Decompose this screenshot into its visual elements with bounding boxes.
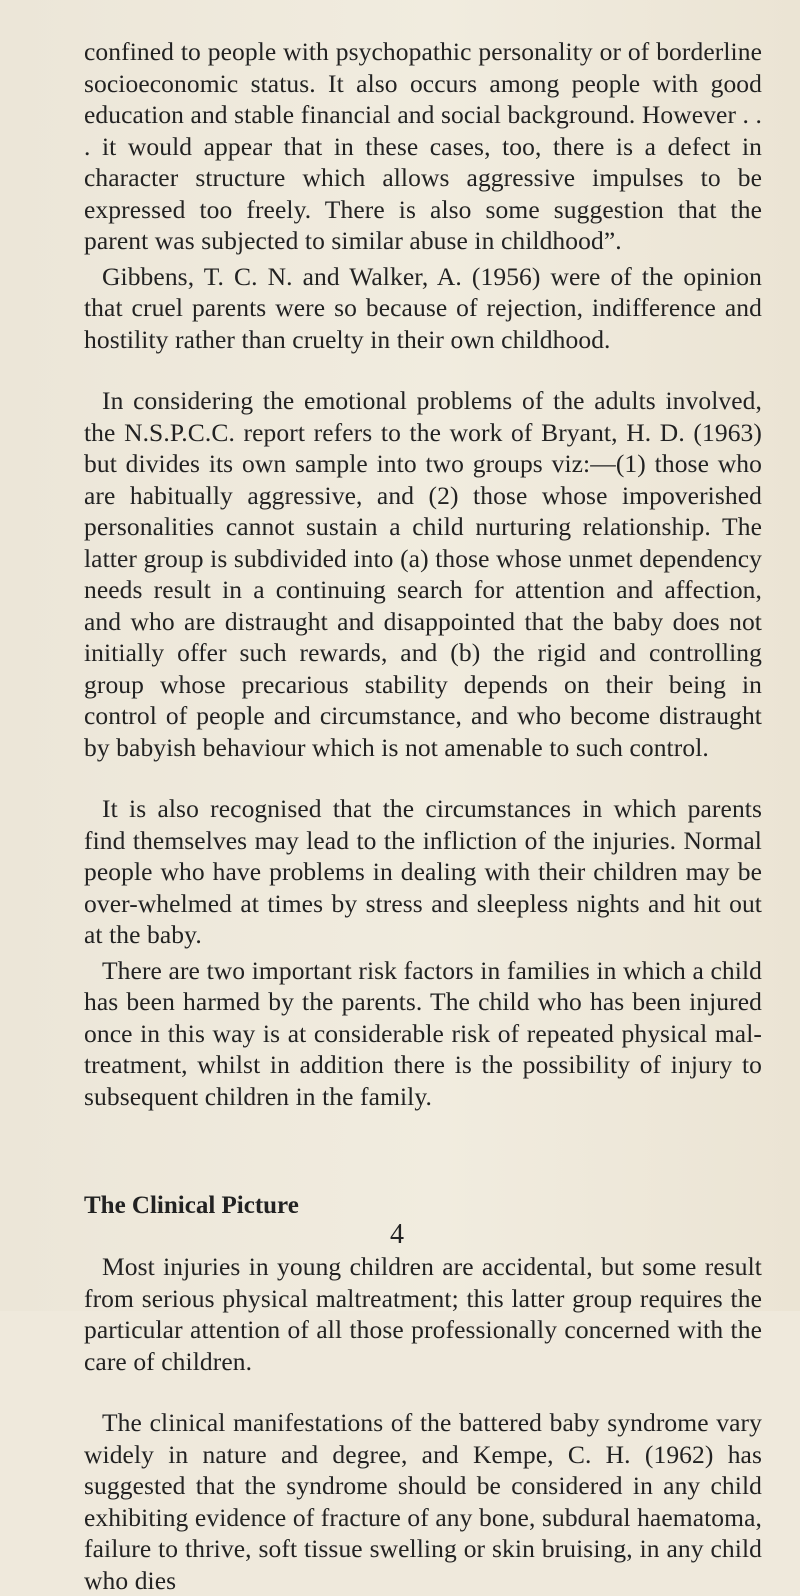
- paragraph-risk-factors: There are two important risk factors in families in which a child has been harmed by the parents. The child who has been injured once in this way is at considerable risk of repeated physical mal-treatment, whilst in addition there is the possibility of injury to subsequent children in the family.: [84, 955, 762, 1111]
- page-number: 4: [390, 1219, 404, 1250]
- page-content: [84, 36, 762, 1596]
- paragraph-circumstances: It is also recognised that the circumstances in which parents find themselves may lead to the infliction of the injuries. Normal people who have problems in dealing with their children may be over-whelmed at times by stress and sleepless nights and hit out at the baby.: [84, 794, 762, 949]
- paragraph-continuation: confined to people with psychopathic personality or of borderline socioeconomic status. It also occurs among people with good education and stable financial and social background. However . . . it would appear that in these cases, too, there is a defect in character structure which allows aggressive impulses to be expressed too freely. There is also some suggestion that the parent was subjected to similar abuse in childhood”.: [84, 37, 762, 255]
- paragraph-emotional-problems: In considering the emotional problems of the adults involved, the N.S.P.C.C. report refers to the work of Bryant, H. D. (1963) but divides its own sample into two groups viz:—(1) those who are habitually aggressive, and (2) those whose impoverished personalities cannot sustain a child nurturing relationship. The latter group is subdivided into (a) those whose unmet dependency needs result in a continuing search for attention and affection, and who are distraught and disappointed that the baby does not initially offer such rewards, and (b) the rigid and controlling group whose precarious stability depends on their being in control of people and circumstance, and who become distraught by babyish behaviour which is not amenable to such control.: [84, 386, 762, 762]
- paragraph-clinical-manifestations: The clinical manifestations of the battered baby syndrome vary widely in nature and degree, and Kempe, C. H. (1962) has suggested that the syndrome should be considered in any child exhibiting evidence of fracture of any bone, subdural haematoma, failure to thrive, soft tissue swelling or skin bruising, in any child who dies: [84, 1408, 762, 1595]
- paragraph-injuries: Most injuries in young children are accidental, but some result from serious physical maltreatment; this latter group requires the particular attention of all those professionally concerned with the care of children.: [84, 1252, 762, 1376]
- section-heading: The Clinical Picture: [84, 1192, 299, 1219]
- paragraph-gibbens-walker: Gibbens, T. C. N. and Walker, A. (1956) were of the opinion that cruel parents were so because of rejection, indifference and hostility rather than cruelty in their own childhood.: [84, 261, 762, 354]
